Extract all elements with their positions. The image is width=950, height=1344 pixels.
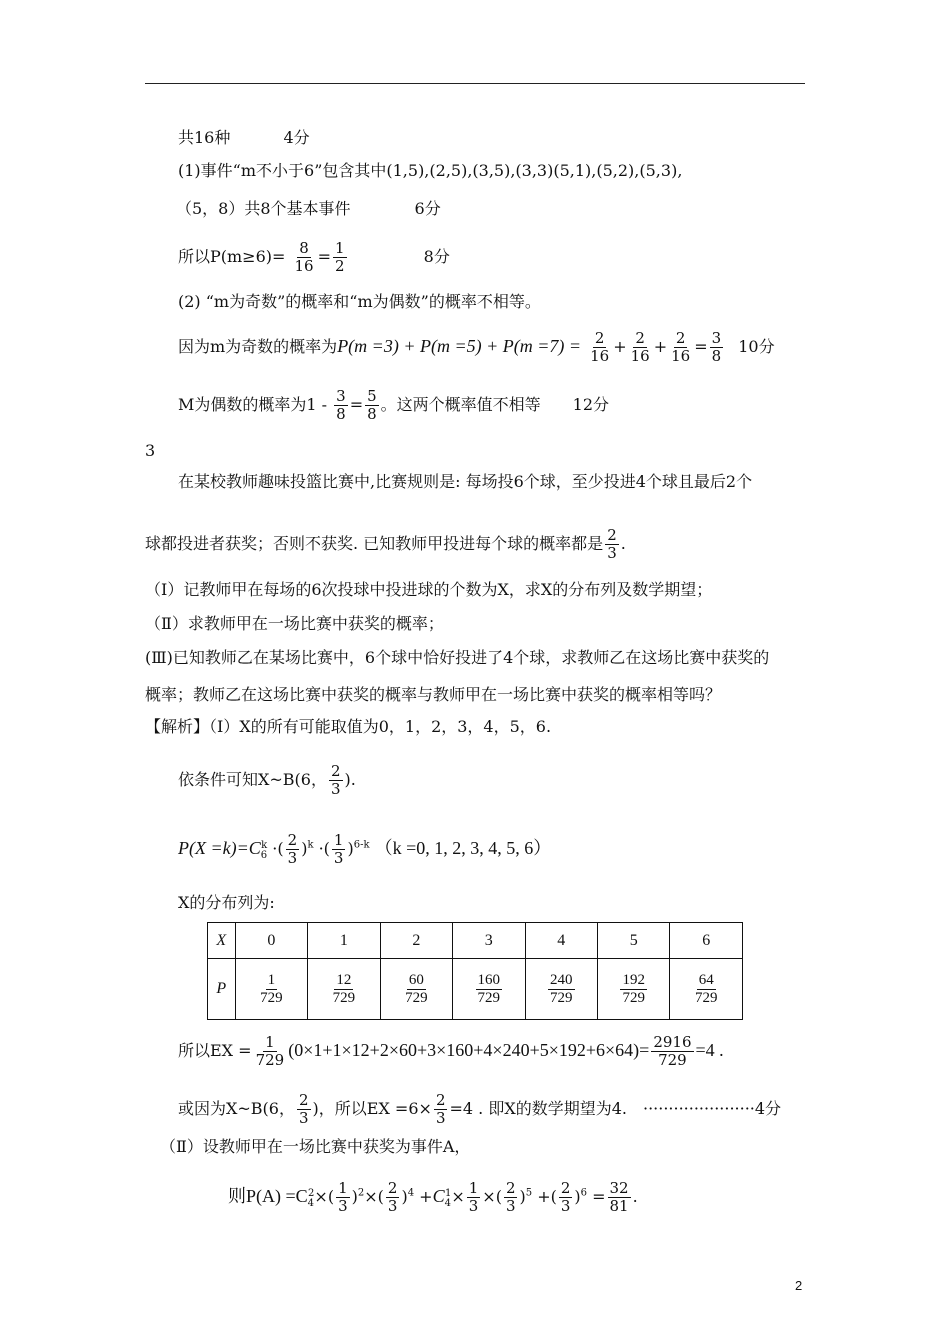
fraction: $\frac{2}{16}$ xyxy=(590,329,610,365)
math-expr: (0×1+1×12+2×60+3×160+4×240+5×192+6×64)= xyxy=(288,1040,650,1060)
text-line: 因为m为奇数的概率为P(m =3) + P(m =5) + P(m =7) = $\frac{2}{16}$ + $\frac{2}{16}$ + $\frac{2}{16}$ = $\frac{3}{8}$ 10分 xyxy=(178,329,775,365)
fraction: $\frac{5}{8}$ xyxy=(367,387,377,423)
text-line: M为偶数的概率为1 - $\frac{3}{8}$ = $\frac{5}{8}$ 。这两个概率值不相等 12分 xyxy=(178,387,610,423)
fraction: $\frac{2}{3}$ xyxy=(435,1091,446,1127)
table-cell: 6 xyxy=(670,923,743,959)
text-line: 球都投进者获奖；否则不获奖. 已知教师甲投进每个球的概率都是 $\frac{2}{3}$ . xyxy=(145,526,626,562)
text-span: 或因为X~B(6， xyxy=(178,1099,295,1118)
text-line: （Ⅰ）记教师甲在每场的6次投球中投进球的个数为X，求X的分布列及数学期望； xyxy=(145,580,713,599)
table-cell: 0 xyxy=(235,923,307,959)
fraction: $\frac{2}{3}$ xyxy=(298,1091,309,1127)
math-expr: =4 . xyxy=(695,1040,724,1060)
text-span: =4 . 即X的数学期望为4. ······················4分 xyxy=(449,1099,782,1118)
text-span: 球都投进者获奖；否则不获奖. 已知教师甲投进每个球的概率都是 xyxy=(145,534,604,553)
table-cell: $\frac{192}{729}$ xyxy=(597,959,669,1020)
table-row xyxy=(208,923,743,959)
table-cell: 1 xyxy=(308,923,380,959)
text-line: 所以P(m≥6)= $\frac{8}{16}$ = $\frac{1}{2}$ 8分 xyxy=(178,239,450,275)
text-line: X的分布列为: xyxy=(178,893,275,912)
text-span: . xyxy=(632,1187,638,1206)
text-span: 8分 xyxy=(423,247,450,266)
header-rule xyxy=(145,83,805,84)
text-span: 10分 xyxy=(738,337,775,356)
text-line: 共16种 4分 xyxy=(178,128,310,147)
text-line xyxy=(178,1092,781,1127)
fraction: $\frac{2}{16}$ xyxy=(630,329,650,365)
fraction: $\frac{2}{3}$ xyxy=(505,1179,516,1215)
fraction: $\frac{32}{81}$ xyxy=(609,1179,629,1215)
text-span: 依条件可知X~B(6， xyxy=(178,770,327,789)
text-line: 概率；教师乙在这场比赛中获奖的概率与教师甲在一场比赛中获奖的概率相等吗？ xyxy=(145,685,722,704)
table-row xyxy=(208,959,743,1020)
text-span: M为偶数的概率为1 - xyxy=(178,395,328,414)
question-number: 3 xyxy=(145,441,156,460)
table-cell: 4 xyxy=(525,923,597,959)
text-line: （Ⅱ）设教师甲在一场比赛中获奖为事件A， xyxy=(160,1137,471,1156)
text-line: (Ⅲ)已知教师乙在某场比赛中，6个球中恰好投进了4个球，求教师乙在这场比赛中获奖的 xyxy=(145,648,770,667)
math-expr: P(X =k)=C xyxy=(178,838,261,858)
text-line: (2) “m为奇数”的概率和“m为偶数”的概率不相等。 xyxy=(178,292,541,311)
table-cell: 5 xyxy=(597,923,669,959)
fraction: $\frac{3}{8}$ xyxy=(711,329,722,365)
text-line: $P(X =k)=C_6^k$ ·( $\frac{2}{3}$ )$^k$ ·( $\frac{1}{3}$ )$^{6-k}$ （k =0, 1, 2, 3, 4, 5, 6） xyxy=(178,831,552,867)
math-expr: P(m =3) + P(m =5) + P(m =7) = xyxy=(337,336,582,356)
text-line: （Ⅱ）求教师甲在一场比赛中获奖的概率； xyxy=(145,614,444,633)
fraction: $\frac{1}{2}$ xyxy=(335,239,345,275)
fraction: $\frac{2}{3}$ xyxy=(330,762,341,798)
table-cell: $\frac{64}{729}$ xyxy=(670,959,743,1020)
fraction: $\frac{3}{8}$ xyxy=(336,387,346,423)
fraction: $\frac{1}{3}$ xyxy=(468,1179,479,1215)
text-line: 在某校教师趣味投篮比赛中,比赛规则是: 每场投6个球，至少投进4个球且最后2个 xyxy=(178,472,753,491)
text-line xyxy=(178,1034,724,1069)
table-cell: $\frac{12}{729}$ xyxy=(308,959,380,1020)
text-span: 所以EX = xyxy=(178,1041,252,1060)
text-line: 【解析】（Ⅰ）X的所有可能取值为0，1，2，3，4，5，6. xyxy=(145,717,552,736)
math-expr: （k =0, 1, 2, 3, 4, 5, 6） xyxy=(374,838,552,858)
page-number: 2 xyxy=(795,1278,803,1293)
table-cell: $\frac{60}{729}$ xyxy=(380,959,452,1020)
text-line xyxy=(178,763,356,798)
fraction: $\frac{2}{3}$ xyxy=(387,1179,398,1215)
text-line: (1)事件“m不小于6”包含其中(1,5),(2,5),(3,5),(3,3)(5,1),(5,2),(5,3), xyxy=(178,161,683,180)
text-span: 。这两个概率值不相等 12分 xyxy=(380,395,610,414)
text-span: ). xyxy=(344,770,356,789)
text-span: )，所以EX =6× xyxy=(312,1099,432,1118)
table-cell: 3 xyxy=(453,923,525,959)
fraction: $\frac{2}{16}$ xyxy=(671,329,691,365)
fraction: $\frac{2}{3}$ xyxy=(287,831,298,867)
fraction: $\frac{2}{3}$ xyxy=(607,526,617,562)
table-cell: $\frac{240}{729}$ xyxy=(525,959,597,1020)
distribution-table xyxy=(207,922,743,1020)
text-span: 因为m为奇数的概率为 xyxy=(178,337,338,356)
fraction: $\frac{1}{3}$ xyxy=(333,831,344,867)
fraction: $\frac{2916}{729}$ xyxy=(653,1033,692,1069)
table-cell: $\frac{160}{729}$ xyxy=(453,959,525,1020)
table-cell: 2 xyxy=(380,923,452,959)
table-cell: $\frac{1}{729}$ xyxy=(235,959,307,1020)
math-expr: 则P(A) =C xyxy=(228,1186,308,1206)
fraction: $\frac{1}{729}$ xyxy=(255,1033,285,1069)
text-line: （5，8）共8个基本事件 6分 xyxy=(176,199,441,218)
fraction: $\frac{2}{3}$ xyxy=(560,1179,571,1215)
text-span: 所以P(m≥6)= xyxy=(178,247,286,266)
fraction: $\frac{1}{3}$ xyxy=(338,1179,348,1215)
fraction: $\frac{8}{16}$ xyxy=(294,239,314,275)
table-header-cell: P xyxy=(208,959,236,1020)
text-line: 则$P(A) =C_4^2\times$( $\frac{1}{3}$ )$^2$×( $\frac{2}{3}$ )$^4 +C_4^1\times$ $\frac{1}{3}$ ×( $\frac{2}{3}$ )$^5$ +( $\frac{2}{3}$ )$^6$ = $\frac{32}{81}$ . xyxy=(228,1179,638,1215)
table-header-cell: X xyxy=(208,923,236,959)
